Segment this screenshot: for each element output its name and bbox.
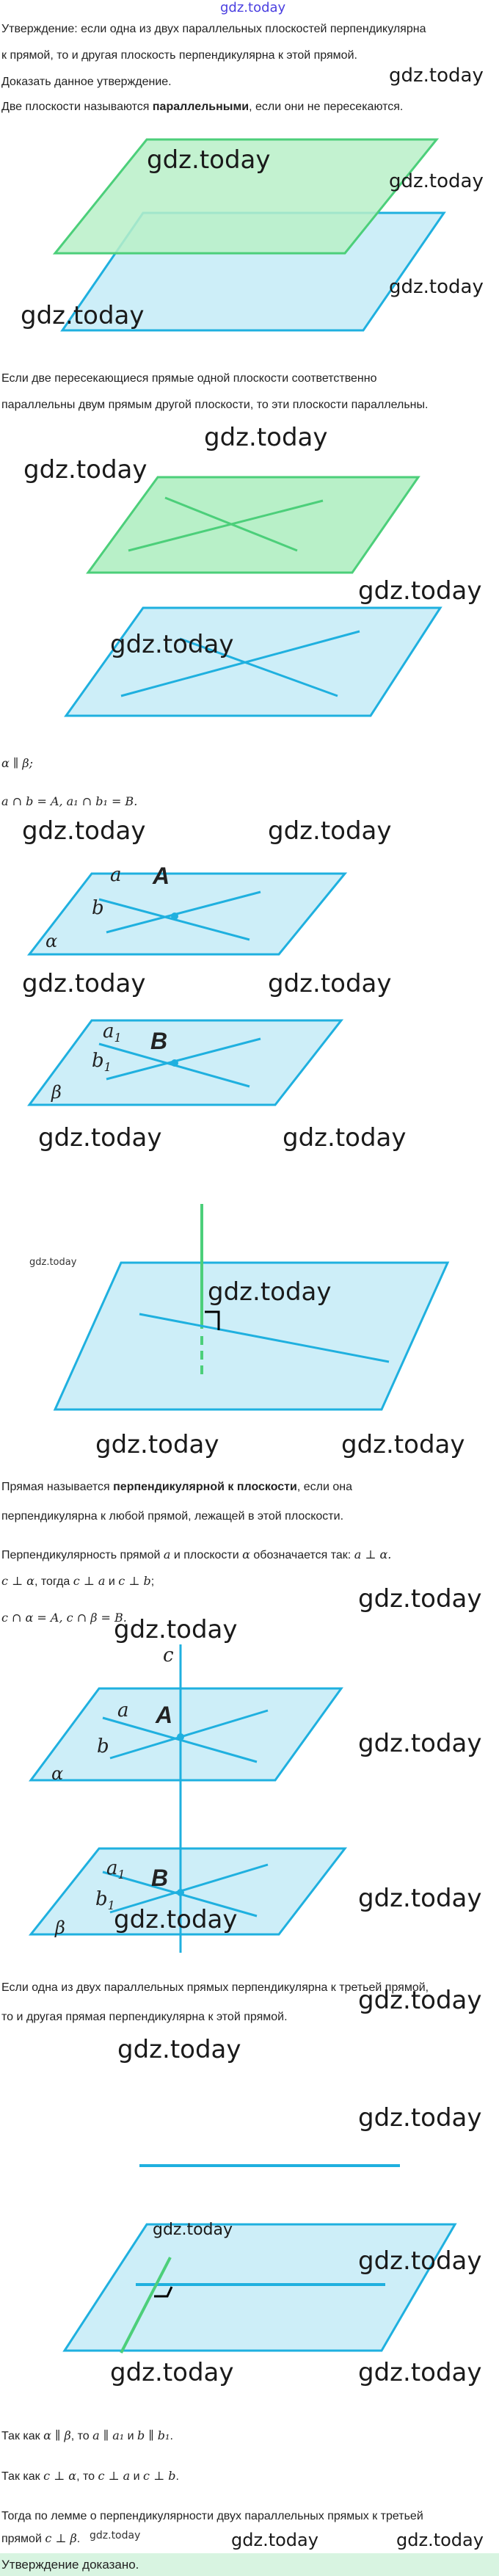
label-a: a xyxy=(110,864,122,886)
watermark: gdz.today xyxy=(29,1257,77,1268)
lemma-line-2: то и другая прямая перпендикулярна к этой прямой. xyxy=(1,2011,288,2023)
intersection-line: c ∩ α = A, c ∩ β = B. xyxy=(1,1611,127,1625)
watermark: gdz.today xyxy=(358,2246,482,2276)
watermark: gdz.today xyxy=(389,170,484,192)
watermark: gdz.today xyxy=(268,969,392,998)
label-a: a xyxy=(117,1699,129,1721)
lemma-line-1: Если одна из двух параллельных прямых перпендикулярна к третьей прямой, xyxy=(1,1981,429,1994)
watermark: gdz.today xyxy=(153,2221,233,2239)
plane-alpha xyxy=(29,874,345,954)
watermark: gdz.today xyxy=(23,455,147,485)
math-intersections: a ∩ b = A, a₁ ∩ b₁ = B. xyxy=(1,794,138,808)
proof-line-2: Так как c ⊥ α, то c ⊥ a и c ⊥ b. xyxy=(1,2469,179,2483)
watermark: gdz.today xyxy=(95,1430,219,1459)
label-B: B xyxy=(151,1865,169,1891)
math-parallel: α ∥ β; xyxy=(1,756,34,770)
plane-beta xyxy=(29,1020,341,1105)
label-b: b xyxy=(97,1735,109,1757)
conclusion-banner xyxy=(0,2553,499,2576)
label-a1: $a_1$ xyxy=(106,1857,125,1882)
figure-perpendicular-line xyxy=(0,1204,499,1424)
point-A xyxy=(171,913,178,920)
label-b1: $b_1$ xyxy=(95,1888,115,1913)
label-beta: β xyxy=(55,1918,65,1938)
watermark: gdz.today xyxy=(358,1884,482,1913)
statement-line-1: Утверждение: если одна из двух параллельных плоскостей перпендикулярна xyxy=(1,23,426,35)
notation-line: Перпендикулярность прямой a и плоскости α обозначается так: a ⊥ α. xyxy=(1,1548,392,1561)
label-c: c xyxy=(163,1644,174,1666)
task-line: Доказать данное утверждение. xyxy=(1,76,172,88)
watermark: gdz.today xyxy=(21,301,145,330)
proof-line-4: прямой c ⊥ β. xyxy=(1,2531,81,2545)
watermark: gdz.today xyxy=(358,1584,482,1614)
watermark: gdz.today xyxy=(396,2530,484,2550)
watermark: gdz.today xyxy=(358,1729,482,1758)
watermark: gdz.today xyxy=(358,2358,482,2387)
theorem-line-1: Если две пересекающиеся прямые одной плоскости соответственно xyxy=(1,372,377,385)
watermark: gdz.today xyxy=(358,1986,482,2015)
watermark: gdz.today xyxy=(22,816,146,846)
point-B xyxy=(171,1059,178,1067)
proof-line-3: Тогда по лемме о перпендикулярности двух параллельных прямых к третьей xyxy=(1,2510,423,2522)
label-beta: β xyxy=(51,1082,62,1103)
watermark: gdz.today xyxy=(110,630,234,659)
conclusion-text: Утверждение доказано. xyxy=(1,2558,139,2572)
watermark: gdz.today xyxy=(208,1277,332,1307)
watermark: gdz.today xyxy=(22,969,146,998)
label-alpha: α xyxy=(45,931,58,951)
watermark: gdz.today xyxy=(114,1615,238,1644)
theorem-line-2: параллельны двум прямым другой плоскости, то эти плоскости параллельны. xyxy=(1,399,429,411)
watermark: gdz.today xyxy=(117,2035,241,2064)
definition-parallel: Две плоскости называются параллельными, если они не пересекаются. xyxy=(1,101,404,113)
watermark-top: gdz.today xyxy=(220,0,286,15)
plane-lower xyxy=(66,608,440,716)
condition-line: c ⊥ α, тогда c ⊥ a и c ⊥ b; xyxy=(1,1574,155,1588)
statement-line-2: к прямой, то и другая плоскость перпендикулярна к этой прямой. xyxy=(1,49,357,62)
watermark: gdz.today xyxy=(358,2103,482,2133)
watermark: gdz.today xyxy=(268,816,392,846)
watermark: gdz.today xyxy=(231,2530,318,2550)
watermark: gdz.today xyxy=(110,2358,234,2387)
watermark: gdz.today xyxy=(389,276,484,298)
watermark: gdz.today xyxy=(147,145,271,175)
label-b: b xyxy=(92,897,104,919)
watermark: gdz.today xyxy=(38,1123,162,1153)
label-a1: $a_1$ xyxy=(103,1020,122,1045)
watermark: gdz.today xyxy=(389,65,484,87)
proof-line-1: Так как α ∥ β, то a ∥ a₁ и b ∥ b₁. xyxy=(1,2428,173,2442)
label-b1: $b_1$ xyxy=(92,1050,112,1075)
watermark: gdz.today xyxy=(341,1430,465,1459)
watermark: gdz.today xyxy=(204,423,328,452)
watermark: gdz.today xyxy=(114,1905,238,1934)
plane-upper xyxy=(88,477,418,573)
definition-perpendicular-1: Прямая называется перпендикулярной к плоскости, если она xyxy=(1,1481,352,1493)
watermark: gdz.today xyxy=(90,2530,141,2541)
label-A: A xyxy=(153,863,170,889)
plane xyxy=(65,2224,455,2351)
label-B: B xyxy=(150,1028,168,1054)
label-A: A xyxy=(156,1702,173,1728)
label-alpha: α xyxy=(51,1763,64,1784)
watermark: gdz.today xyxy=(358,576,482,606)
watermark: gdz.today xyxy=(283,1123,407,1153)
definition-perpendicular-2: перпендикулярна к любой прямой, лежащей в этой плоскости. xyxy=(1,1510,344,1523)
